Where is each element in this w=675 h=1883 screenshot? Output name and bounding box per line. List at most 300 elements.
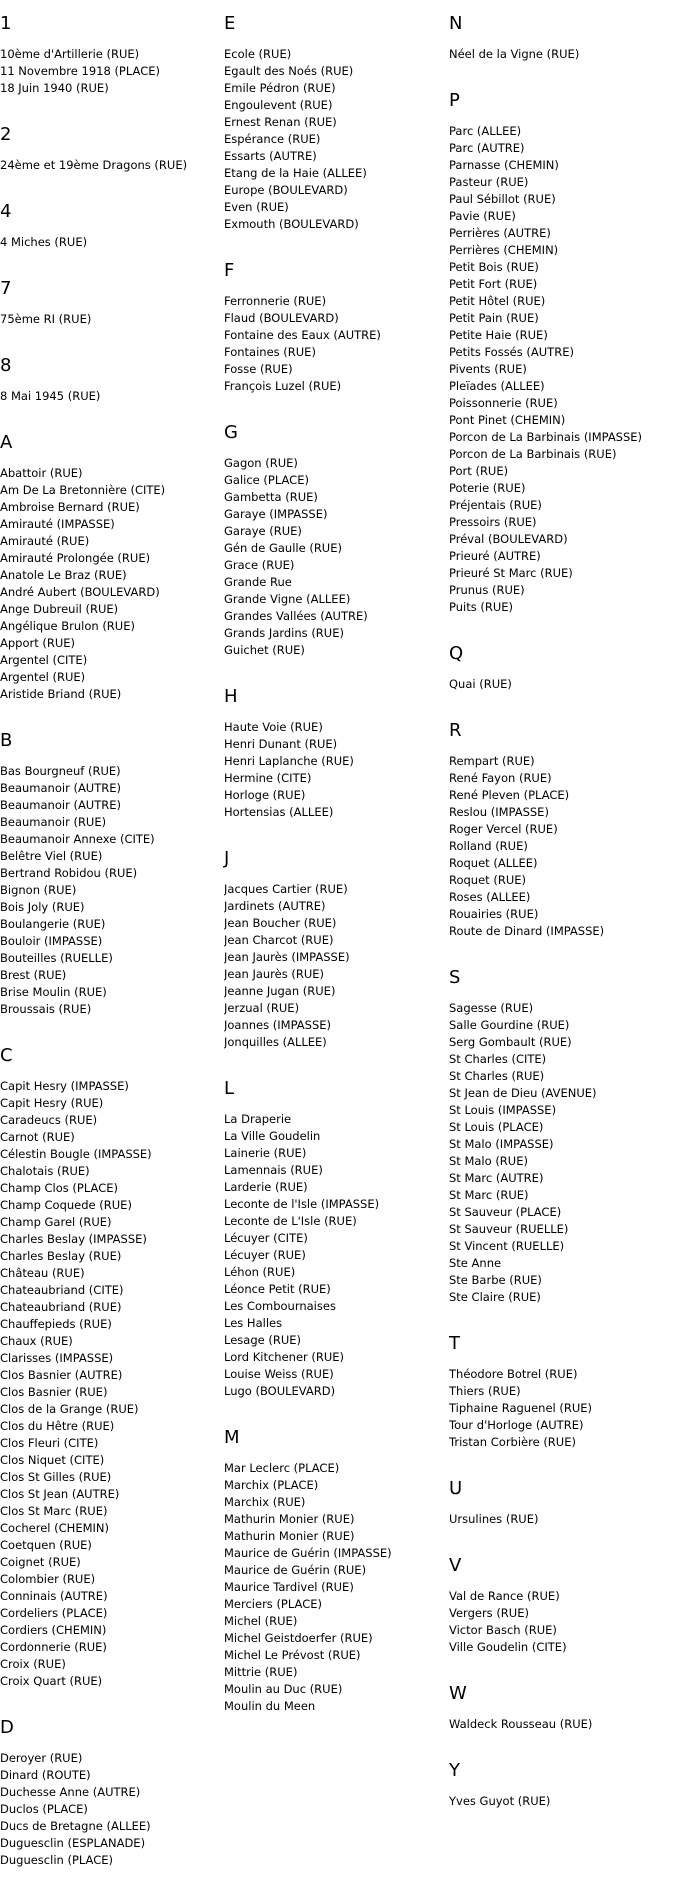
street-list-item: 11 Novembre 1918 (PLACE) [0,64,160,78]
street-list-item: Val de Rance (RUE) [449,1589,560,1603]
street-list-item: Amirauté (IMPASSE) [0,517,115,531]
street-list-item: Apport (RUE) [0,636,76,650]
street-list-item: Coignet (RUE) [0,1555,81,1569]
street-list [449,46,675,63]
street-list-item: Grandes Vallées (AUTRE) [224,609,368,623]
street-list [0,1078,225,1690]
street-list-item: Boulangerie (RUE) [0,917,106,931]
street-list-item: Paul Sébillot (RUE) [449,192,556,206]
street-list-item: Ferronnerie (RUE) [224,294,327,308]
street-list-item: 24ème et 19ème Dragons (RUE) [0,158,188,172]
street-list-item: St Marc (RUE) [449,1188,529,1202]
letter-section [0,717,225,1018]
letter-section [224,247,449,395]
street-list-item: Amirauté (RUE) [0,534,90,548]
street-list-item: Flaud (BOULEVARD) [224,311,339,325]
street-list-item: Ducs de Bretagne (ALLEE) [0,1819,151,1833]
letter-section [224,0,449,233]
street-list-item: Beaumanoir (AUTRE) [0,781,121,795]
street-list-item: Bas Bourgneuf (RUE) [0,764,121,778]
street-list-item: St Charles (CITE) [449,1052,547,1066]
street-list-item: Lesage (RUE) [224,1333,301,1347]
street-list-item: Victor Basch (RUE) [449,1623,557,1637]
street-list-item: Mittrie (RUE) [224,1665,298,1679]
street-list-item: Roquet (RUE) [449,873,526,887]
street-list-item: Ecole (RUE) [224,47,292,61]
street-list-item: Abattoir (RUE) [0,466,83,480]
street-list [224,1460,449,1715]
street-list-item: Argentel (CITE) [0,653,88,667]
street-list [0,311,225,328]
section-letter-heading: N [449,13,463,34]
street-list-item: Louise Weiss (RUE) [224,1367,334,1381]
street-list-item: Charles Beslay (IMPASSE) [0,1232,147,1246]
street-list-item: Clos de la Grange (RUE) [0,1402,139,1416]
street-list-item: Lécuyer (RUE) [224,1248,306,1262]
street-list-item: Hermine (CITE) [224,771,312,785]
street-list-item: Ursulines (RUE) [449,1512,539,1526]
street-list-item: Joannes (IMPASSE) [224,1018,331,1032]
street-list-item: Ste Barbe (RUE) [449,1273,542,1287]
street-list-item: Néel de la Vigne (RUE) [449,47,580,61]
street-list-item: St Sauveur (RUELLE) [449,1222,569,1236]
street-list-item: Jean Jaurès (RUE) [224,967,325,981]
street-index-column-3 [449,0,675,1824]
street-list-item: Moulin du Meen [224,1699,316,1713]
street-list-item: Cordonnerie (RUE) [0,1640,107,1654]
section-letter-heading: P [449,90,460,111]
street-list-item: Chauffepieds (RUE) [0,1317,112,1331]
letter-section [0,265,225,328]
street-list-item: Mathurin Monier (RUE) [224,1529,355,1543]
street-list [0,1750,225,1869]
section-letter-heading: U [449,1478,463,1499]
section-letter-heading: J [224,848,230,869]
street-list-item: Petit Pain (RUE) [449,311,539,325]
section-letter-heading: Y [449,1760,460,1781]
street-list-item: La Draperie [224,1112,292,1126]
letter-section [449,1747,675,1810]
street-list-item: Maurice de Guérin (RUE) [224,1563,367,1577]
street-list-item: Duchesse Anne (AUTRE) [0,1785,141,1799]
street-list-item: Bertrand Robidou (RUE) [0,866,138,880]
letter-section [224,673,449,821]
street-list-item: Préjentais (RUE) [449,498,542,512]
street-list [224,46,449,233]
street-list-item: Croix (RUE) [0,1657,66,1671]
section-letter-heading: W [449,1683,467,1704]
street-list [449,1793,675,1810]
street-list-item: Horloge (RUE) [224,788,306,802]
street-list-item: Michel Geistdoerfer (RUE) [224,1631,373,1645]
street-list-item: 4 Miches (RUE) [0,235,88,249]
street-list-item: Engoulevent (RUE) [224,98,333,112]
street-list-item: Serg Gombault (RUE) [449,1035,572,1049]
street-list-item: Prunus (RUE) [449,583,525,597]
letter-section [0,188,225,251]
street-list-item: Egault des Noés (RUE) [224,64,354,78]
street-list-item: Henri Laplanche (RUE) [224,754,354,768]
section-letter-heading: C [0,1045,13,1066]
street-list-item: Gambetta (RUE) [224,490,318,504]
street-list [0,234,225,251]
street-list-item: René Pleven (PLACE) [449,788,570,802]
street-list-item: Léonce Petit (RUE) [224,1282,331,1296]
letter-section [449,1465,675,1528]
street-list-item: Clos Fleuri (CITE) [0,1436,99,1450]
section-letter-heading: 2 [0,124,12,145]
section-letter-heading: F [224,260,235,281]
street-list [0,157,225,174]
street-list-item: André Aubert (BOULEVARD) [0,585,160,599]
street-list-item: Marchix (PLACE) [224,1478,319,1492]
street-list-item: Tiphaine Raguenel (RUE) [449,1401,593,1415]
street-list-item: Lord Kitchener (RUE) [224,1350,345,1364]
letter-section [449,0,675,63]
street-list-item: Clos Niquet (CITE) [0,1453,105,1467]
street-list-item: Chateaubriand (CITE) [0,1283,124,1297]
street-list-item: Angélique Brulon (RUE) [0,619,135,633]
letter-section [449,630,675,693]
street-list-item: Clos St Marc (RUE) [0,1504,108,1518]
street-list-item: Bouteilles (RUELLE) [0,951,113,965]
street-list-item: Jacques Cartier (RUE) [224,882,348,896]
section-letter-heading: E [224,13,236,34]
street-list-item: René Fayon (RUE) [449,771,552,785]
street-list-item: Champ Coquede (RUE) [0,1198,132,1212]
section-letter-heading: T [449,1333,460,1354]
street-list-item: Chaux (RUE) [0,1334,73,1348]
street-list-item: Exmouth (BOULEVARD) [224,217,359,231]
street-list-item: Petit Bois (RUE) [449,260,539,274]
street-list-item: Théodore Botrel (RUE) [449,1367,578,1381]
letter-section [0,0,225,97]
street-list-item: 10ème d'Artillerie (RUE) [0,47,140,61]
street-list-item: Garaye (IMPASSE) [224,507,328,521]
street-list [0,388,225,405]
section-letter-heading: M [224,1427,240,1448]
street-list-item: Rempart (RUE) [449,754,535,768]
street-list-item: Grande Rue [224,575,292,589]
street-list-item: Gagon (RUE) [224,456,298,470]
street-list-item: Port (RUE) [449,464,509,478]
street-list-item: Grande Vigne (ALLEE) [224,592,351,606]
street-list-item: Mathurin Monier (RUE) [224,1512,355,1526]
section-letter-heading: H [224,686,238,707]
street-list [224,1111,449,1400]
street-list-item: Jeanne Jugan (RUE) [224,984,336,998]
street-list-item: Aristide Briand (RUE) [0,687,122,701]
letter-section [449,1670,675,1733]
street-list-item: Merciers (PLACE) [224,1597,322,1611]
street-list-item: Maurice de Guérin (IMPASSE) [224,1546,392,1560]
street-list-item: Hortensias (ALLEE) [224,805,334,819]
street-list [0,46,225,97]
street-list-item: 75ème RI (RUE) [0,312,92,326]
letter-section [449,1320,675,1451]
street-list-item: Champ Garel (RUE) [0,1215,112,1229]
street-list-item: Ernest Renan (RUE) [224,115,337,129]
letter-section [449,954,675,1306]
section-letter-heading: L [224,1078,235,1099]
street-list-item: St Louis (IMPASSE) [449,1103,557,1117]
street-list [449,1511,675,1528]
street-list-item: Fontaine des Eaux (AUTRE) [224,328,381,342]
street-list-item: Ange Dubreuil (RUE) [0,602,119,616]
street-list [449,676,675,693]
street-list [224,293,449,395]
street-list-item: Jean Boucher (RUE) [224,916,337,930]
street-list-item: Amirauté Prolongée (RUE) [0,551,151,565]
section-letter-heading: R [449,720,462,741]
street-list-item: Brest (RUE) [0,968,67,982]
street-list-item: Thiers (RUE) [449,1384,521,1398]
street-list [224,719,449,821]
street-list-item: Duguesclin (ESPLANADE) [0,1836,146,1850]
street-list-item: François Luzel (RUE) [224,379,342,393]
street-list-item: Fosse (RUE) [224,362,293,376]
street-list-item: Ste Claire (RUE) [449,1290,541,1304]
street-list-item: Bouloir (IMPASSE) [0,934,103,948]
street-list-item: St Charles (RUE) [449,1069,545,1083]
street-list-item: Rolland (RUE) [449,839,528,853]
street-list-item: Reslou (IMPASSE) [449,805,549,819]
street-list-item: Cordeliers (PLACE) [0,1606,108,1620]
street-list-item: Jardinets (AUTRE) [224,899,326,913]
street-list-item: Beaumanoir (RUE) [0,815,107,829]
street-list-item: Waldeck Rousseau (RUE) [449,1717,593,1731]
street-list-item: Prieuré (AUTRE) [449,549,541,563]
street-list-item: Pivents (RUE) [449,362,527,376]
street-list [224,455,449,659]
street-list-item: 8 Mai 1945 (RUE) [0,389,101,403]
street-list [449,1716,675,1733]
street-list-item: St Jean de Dieu (AVENUE) [449,1086,597,1100]
street-list-item: St Marc (AUTRE) [449,1171,544,1185]
street-list-item: Rouairies (RUE) [449,907,539,921]
letter-section [449,1542,675,1656]
street-list-item: Lamennais (RUE) [224,1163,323,1177]
street-list-item: Michel Le Prévost (RUE) [224,1648,361,1662]
street-list-item: Jean Jaurès (IMPASSE) [224,950,350,964]
street-list-item: Poterie (RUE) [449,481,526,495]
letter-section [224,409,449,659]
section-letter-heading: 7 [0,278,12,299]
street-list-item: Lécuyer (CITE) [224,1231,308,1245]
street-list-item: Clos St Gilles (RUE) [0,1470,112,1484]
street-list-item: St Malo (RUE) [449,1154,528,1168]
street-list-item: Roquet (ALLEE) [449,856,538,870]
section-letter-heading: S [449,967,461,988]
street-list-item: Henri Dunant (RUE) [224,737,338,751]
street-list-item: Jonquilles (ALLEE) [224,1035,327,1049]
street-list-item: Essarts (AUTRE) [224,149,317,163]
street-list-item: Michel (RUE) [224,1614,298,1628]
street-list-item: Parc (AUTRE) [449,141,525,155]
section-letter-heading: 8 [0,355,12,376]
section-letter-heading: B [0,730,13,751]
street-list-item: Pressoirs (RUE) [449,515,537,529]
section-letter-heading: V [449,1555,462,1576]
street-list-item: Croix Quart (RUE) [0,1674,103,1688]
street-list-item: Bignon (RUE) [0,883,77,897]
street-list-item: Mar Leclerc (PLACE) [224,1461,340,1475]
street-list-item: Tour d'Horloge (AUTRE) [449,1418,584,1432]
street-list-item: Parc (ALLEE) [449,124,522,138]
street-list-item: Gén de Gaulle (RUE) [224,541,342,555]
street-list-item: Champ Clos (PLACE) [0,1181,118,1195]
street-list-item: Pavie (RUE) [449,209,516,223]
letter-section [224,1065,449,1400]
street-list-item: Prieuré St Marc (RUE) [449,566,573,580]
street-list [449,753,675,940]
street-list-item: Clos Basnier (RUE) [0,1385,108,1399]
street-list-item: Belêtre Viel (RUE) [0,849,103,863]
street-list-item: Ste Anne [449,1256,502,1270]
street-list-item: Chalotais (RUE) [0,1164,90,1178]
street-list-item: Beaumanoir (AUTRE) [0,798,121,812]
street-list-item: Les Combournaises [224,1299,336,1313]
street-list-item: Pleïades (ALLEE) [449,379,545,393]
street-list-item: Ville Goudelin (CITE) [449,1640,567,1654]
letter-section [0,419,225,703]
street-list-item: Garaye (RUE) [224,524,302,538]
street-list [449,1000,675,1306]
street-list-item: St Vincent (RUELLE) [449,1239,565,1253]
letter-section [224,835,449,1051]
street-list-item: Petit Hôtel (RUE) [449,294,546,308]
street-list-item: Yves Guyot (RUE) [449,1794,551,1808]
street-list-item: Perrières (AUTRE) [449,226,551,240]
street-list-item: Château (RUE) [0,1266,85,1280]
street-list-item: Sagesse (RUE) [449,1001,534,1015]
street-list-item: Cordiers (CHEMIN) [0,1623,107,1637]
street-list [0,465,225,703]
letter-section [0,1032,225,1690]
street-list-item: Petite Haie (RUE) [449,328,548,342]
street-list-item: Maurice Tardivel (RUE) [224,1580,354,1594]
letter-section [0,1704,225,1869]
street-list-item: Duguesclin (PLACE) [0,1853,113,1867]
street-list-item: Marchix (RUE) [224,1495,306,1509]
section-letter-heading: A [0,432,13,453]
street-list-item: Capit Hesry (IMPASSE) [0,1079,129,1093]
street-list-item: Ambroise Bernard (RUE) [0,500,140,514]
street-list [0,763,225,1018]
street-list-item: St Malo (IMPASSE) [449,1137,554,1151]
section-letter-heading: D [0,1717,14,1738]
street-list-item: Jerzual (RUE) [224,1001,300,1015]
street-list-item: Route de Dinard (IMPASSE) [449,924,605,938]
street-list-item: Deroyer (RUE) [0,1751,83,1765]
section-letter-heading: G [224,422,238,443]
street-list-item: Haute Voie (RUE) [224,720,323,734]
street-list-item: Bois Joly (RUE) [0,900,85,914]
street-list-item: Galice (PLACE) [224,473,309,487]
street-list-item: Espérance (RUE) [224,132,321,146]
street-list-item: Etang de la Haie (ALLEE) [224,166,367,180]
street-list-item: Lainerie (RUE) [224,1146,307,1160]
street-list-item: Leconte de L'Isle (RUE) [224,1214,357,1228]
street-list-item: Roger Vercel (RUE) [449,822,558,836]
street-list-item: Charles Beslay (RUE) [0,1249,122,1263]
street-index-column-1 [0,0,225,1883]
street-list [449,1588,675,1656]
street-list-item: Grace (RUE) [224,558,295,572]
street-list-item: Lugo (BOULEVARD) [224,1384,336,1398]
street-list-item: Jean Charcot (RUE) [224,933,334,947]
street-list-item: Conninais (AUTRE) [0,1589,108,1603]
street-list-item: Larderie (RUE) [224,1180,308,1194]
street-list-item: Grands Jardins (RUE) [224,626,344,640]
street-list-item: Colombier (RUE) [0,1572,96,1586]
street-list-item: Caradeucs (RUE) [0,1113,98,1127]
street-list-item: Beaumanoir Annexe (CITE) [0,832,155,846]
street-list-item: St Louis (PLACE) [449,1120,544,1134]
letter-section [449,77,675,616]
street-list-item: Léhon (RUE) [224,1265,296,1279]
street-list-item: Broussais (RUE) [0,1002,92,1016]
street-list [449,123,675,616]
street-index-column-2 [224,0,449,1729]
street-list-item: Coetquen (RUE) [0,1538,92,1552]
street-list-item: Leconte de l'Isle (IMPASSE) [224,1197,380,1211]
street-list-item: Brise Moulin (RUE) [0,985,107,999]
street-list-item: Pasteur (RUE) [449,175,529,189]
street-list-item: Vergers (RUE) [449,1606,529,1620]
street-list-item: Pont Pinet (CHEMIN) [449,413,566,427]
street-list-item: Perrières (CHEMIN) [449,243,559,257]
street-list-item: Moulin au Duc (RUE) [224,1682,343,1696]
section-letter-heading: 1 [0,13,12,34]
street-list-item: Am De La Bretonnière (CITE) [0,483,166,497]
street-list-item: Chateaubriand (RUE) [0,1300,122,1314]
street-list-item: Anatole Le Braz (RUE) [0,568,127,582]
street-list-item: Fontaines (RUE) [224,345,316,359]
street-list-item: La Ville Goudelin [224,1129,321,1143]
street-list-item: Duclos (PLACE) [0,1802,88,1816]
street-list-item: Célestin Bougle (IMPASSE) [0,1147,152,1161]
street-list-item: Clos Basnier (AUTRE) [0,1368,123,1382]
section-letter-heading: Q [449,643,464,664]
letter-section [449,707,675,940]
street-list-item: Puits (RUE) [449,600,514,614]
street-list-item: Clos St Jean (AUTRE) [0,1487,120,1501]
street-list [449,1366,675,1451]
street-list-item: Argentel (RUE) [0,670,86,684]
street-list-item: Préval (BOULEVARD) [449,532,568,546]
street-list-item: Roses (ALLEE) [449,890,531,904]
letter-section [0,111,225,174]
street-list-item: Salle Gourdine (RUE) [449,1018,570,1032]
street-list-item: Guichet (RUE) [224,643,305,657]
street-list-item: Clarisses (IMPASSE) [0,1351,114,1365]
street-list-item: Carnot (RUE) [0,1130,75,1144]
street-list-item: Even (RUE) [224,200,289,214]
street-list-item: Emile Pédron (RUE) [224,81,336,95]
street-list [224,881,449,1051]
street-list-item: Poissonnerie (RUE) [449,396,558,410]
street-list-item: Clos du Hêtre (RUE) [0,1419,115,1433]
street-list-item: Parnasse (CHEMIN) [449,158,559,172]
street-list-item: Petits Fossés (AUTRE) [449,345,574,359]
street-list-item: Cocherel (CHEMIN) [0,1521,109,1535]
section-letter-heading: 4 [0,201,12,222]
letter-section [224,1414,449,1715]
street-list-item: Capit Hesry (RUE) [0,1096,104,1110]
street-list-item: St Sauveur (PLACE) [449,1205,562,1219]
street-list-item: Porcon de La Barbinais (IMPASSE) [449,430,643,444]
